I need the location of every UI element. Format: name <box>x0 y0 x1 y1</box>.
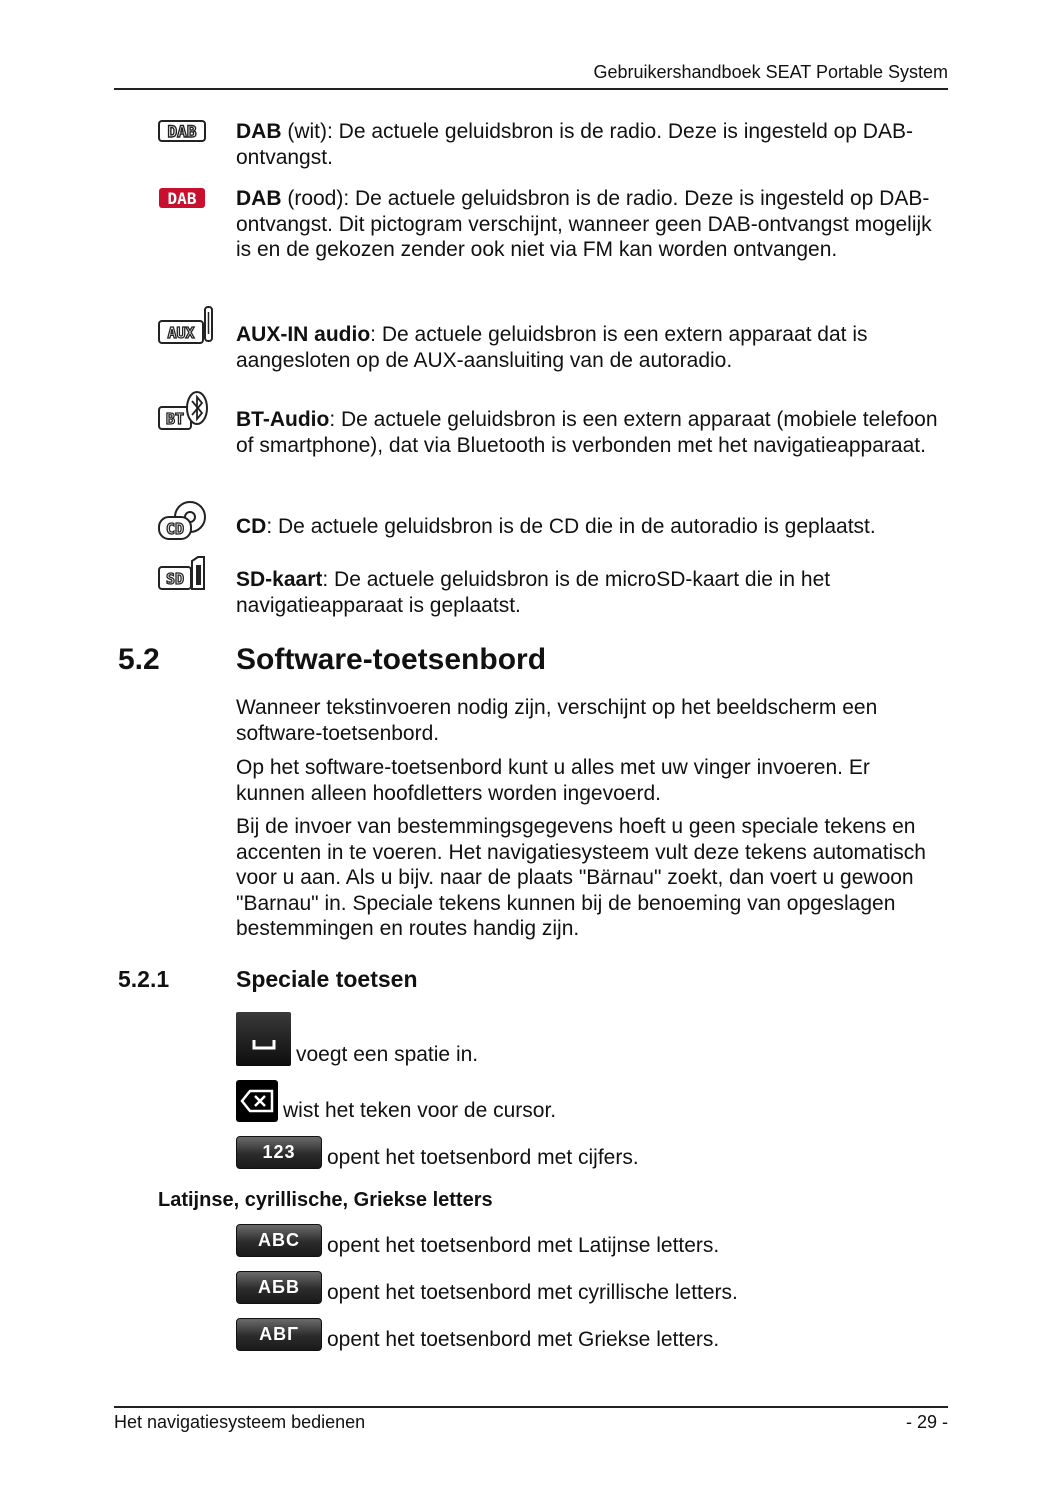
key-description: opent het toetsenbord met Latijnse letters. <box>327 1234 720 1257</box>
key-row-space <box>236 1012 478 1066</box>
key-description: opent het toetsenbord met cyrillische letters. <box>327 1281 738 1304</box>
key-description: wist het teken voor de cursor. <box>283 1099 557 1122</box>
svg-text:DAB: DAB <box>167 122 197 141</box>
key-row-backspace <box>236 1080 556 1122</box>
dab-white-icon <box>158 120 206 142</box>
section-paragraph: Bij de invoer van bestemmingsgegevens hoeft u geen speciale tekens en accenten in te voeren. Het navigatiesysteem vult deze tekens automatisch voor u aan. Als u bijv. naar de plaats "Bärnau" zoekt, dan voert u gewoon "Barnau" in. Speciale tekens kunnen bij de benoeming van opgeslagen bestemmingen en routes handig zijn. <box>236 815 926 940</box>
subsection-title: Speciale toetsen <box>236 966 418 992</box>
sd-card-icon <box>158 556 206 590</box>
bt-audio-icon <box>158 390 210 430</box>
source-dab-red: DAB (rood): De actuele geluidsbron is de radio. Deze is ingesteld op DAB-ontvangst. Dit pictogram verschijnt, wanneer geen DAB-ontvangst mogelijk is en de gekozen zender ook niet via FM kan worden ontvangen. <box>236 187 932 261</box>
source-sd: SD-kaart: De actuele geluidsbron is de microSD-kaart die in het navigatieapparaat is geplaatst. <box>236 568 831 617</box>
svg-text:BT: BT <box>165 410 185 428</box>
key-row-greek <box>236 1318 719 1351</box>
section-paragraph: Wanneer tekstinvoeren nodig zijn, verschijnt op het beeldscherm een software-toetsenbord. <box>236 696 878 745</box>
key-description: opent het toetsenbord met cijfers. <box>327 1146 639 1169</box>
key-row-cyrillic <box>236 1271 738 1304</box>
section-number: 5.2 <box>118 643 160 676</box>
source-dab-white: DAB (wit): De actuele geluidsbron is de radio. Deze is ingesteld op DAB-ontvangst. <box>236 120 913 169</box>
svg-text:DAB: DAB <box>167 189 197 208</box>
source-cd: CD: De actuele geluidsbron is de CD die in de autoradio is geplaatst. <box>236 515 876 538</box>
key-description: voegt een spatie in. <box>296 1043 479 1066</box>
key-description: opent het toetsenbord met Griekse letters. <box>327 1328 720 1351</box>
source-bt: BT-Audio: De actuele geluidsbron is een extern apparaat (mobiele telefoon of smartphone), dat via Bluetooth is verbonden met het navigatieapparaat. <box>236 408 938 457</box>
footer-chapter: Het navigatiesysteem bedienen <box>114 1412 366 1432</box>
letters-heading: Latijnse, cyrillische, Griekse letters <box>158 1189 493 1211</box>
subsection-number: 5.2.1 <box>118 966 170 992</box>
svg-text:CD: CD <box>165 520 185 538</box>
page-header <box>114 62 948 90</box>
section-title: Software-toetsenbord <box>236 643 547 676</box>
svg-text:SD: SD <box>165 570 185 588</box>
page-footer <box>114 1406 948 1433</box>
header-title: Gebruikershandboek SEAT Portable System <box>593 62 948 82</box>
space-key-icon <box>236 1012 291 1066</box>
dab-red-icon <box>158 187 206 209</box>
cyrillic-key-icon: АБВ <box>236 1271 322 1304</box>
greek-key-icon: ΑΒΓ <box>236 1318 322 1351</box>
aux-in-icon <box>158 304 216 344</box>
cd-icon <box>158 500 208 540</box>
key-row-latin <box>236 1224 719 1257</box>
source-aux: AUX-IN audio: De actuele geluidsbron is een extern apparaat dat is aangesloten op de AUX-aansluiting van de autoradio. <box>236 323 868 372</box>
latin-key-icon: ABC <box>236 1224 322 1257</box>
numeric-key-icon: 123 <box>236 1136 322 1169</box>
backspace-key-icon <box>236 1080 278 1122</box>
page-number: - 29 - <box>905 1412 948 1432</box>
key-row-numeric <box>236 1136 639 1169</box>
section-paragraph: Op het software-toetsenbord kunt u alles met uw vinger invoeren. Er kunnen alleen hoofdletters worden ingevoerd. <box>236 756 870 805</box>
svg-text:AUX: AUX <box>167 324 195 342</box>
